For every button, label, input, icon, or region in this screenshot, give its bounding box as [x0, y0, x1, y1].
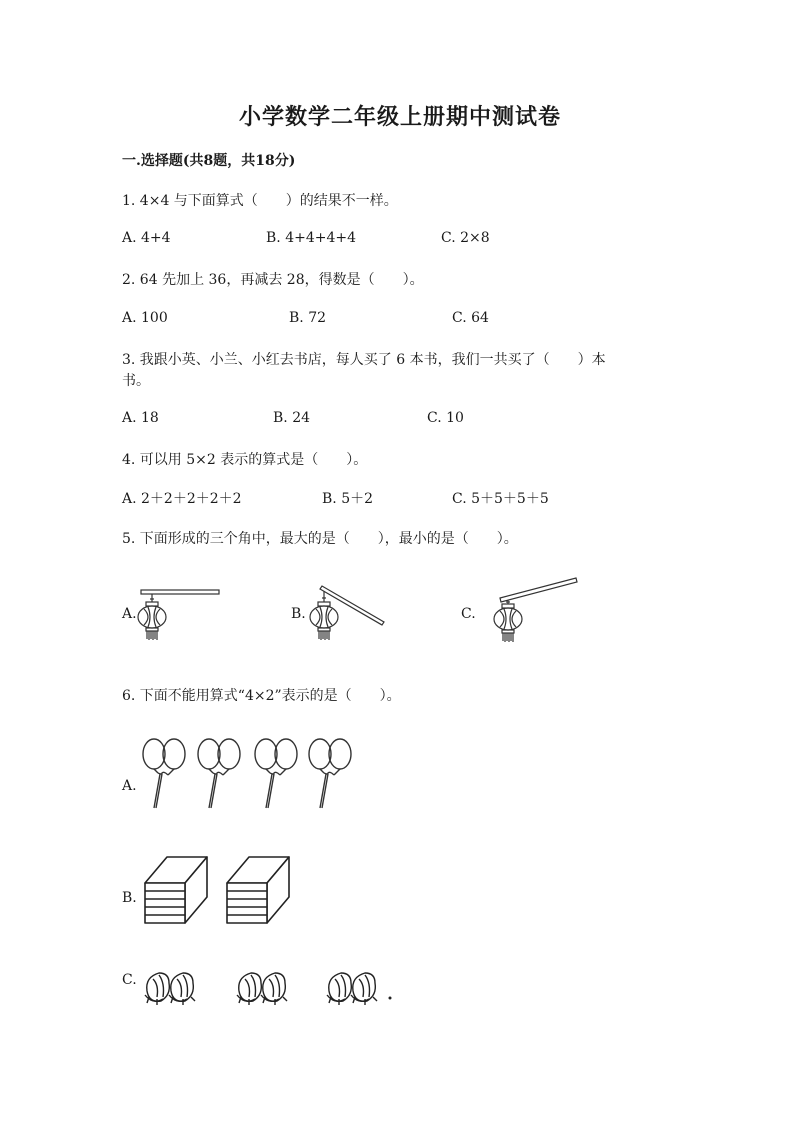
question-1-stem: 1. 4×4 与下面算式（ ）的结果不一样。	[122, 193, 398, 209]
book-stacks-image	[143, 853, 303, 925]
balloon-pairs-image	[140, 737, 365, 812]
question-4-stem: 4. 可以用 5×2 表示的算式是（ ）。	[122, 452, 368, 468]
question-2-stem: 2. 64 先加上 36，再减去 28，得数是（ ）。	[122, 272, 424, 288]
question-5-option-a[interactable]: A.	[122, 606, 137, 622]
peach-pairs-image	[143, 965, 393, 1007]
question-3-stem-line1: 3. 我跟小英、小兰、小红去书店，每人买了 6 本书，我们一共买了（ ）本	[122, 352, 606, 368]
question-5-stem: 5. 下面形成的三个角中，最大的是（ ），最小的是（ ）。	[122, 531, 518, 547]
question-2-option-c[interactable]: C. 64	[452, 310, 489, 326]
question-4-option-c[interactable]: C. 5＋5＋5＋5	[452, 491, 549, 507]
question-6-option-b[interactable]: B.	[122, 890, 137, 906]
question-2-option-b[interactable]: B. 72	[289, 310, 327, 326]
question-6-option-c[interactable]: C.	[122, 972, 137, 988]
question-3-option-b[interactable]: B. 24	[273, 410, 311, 426]
question-6-stem: 6. 下面不能用算式“4×2”表示的是（ ）。	[122, 688, 401, 704]
question-1-option-b[interactable]: B. 4+4+4+4	[266, 230, 357, 246]
question-3-option-c[interactable]: C. 10	[427, 410, 464, 426]
question-6-option-a[interactable]: A.	[122, 778, 137, 794]
question-5-option-c[interactable]: C.	[461, 606, 476, 622]
question-3-option-a[interactable]: A. 18	[122, 410, 159, 426]
lantern-angle-b-image	[304, 585, 394, 649]
question-2-option-a[interactable]: A. 100	[122, 310, 168, 326]
question-1-option-c[interactable]: C. 2×8	[441, 230, 490, 246]
lantern-angle-a-image	[134, 588, 224, 648]
question-1-option-a[interactable]: A. 4+4	[122, 230, 171, 246]
question-4-option-b[interactable]: B. 5＋2	[322, 491, 374, 507]
question-4-option-a[interactable]: A. 2＋2＋2＋2＋2	[122, 491, 242, 507]
lantern-angle-c-image	[488, 574, 583, 650]
section-heading: 一.选择题(共8题，共18分)	[122, 153, 296, 169]
page-title: 小学数学二年级上册期中测试卷	[238, 104, 561, 130]
question-3-stem-line2: 书。	[122, 373, 150, 389]
question-5-option-b[interactable]: B.	[291, 606, 306, 622]
